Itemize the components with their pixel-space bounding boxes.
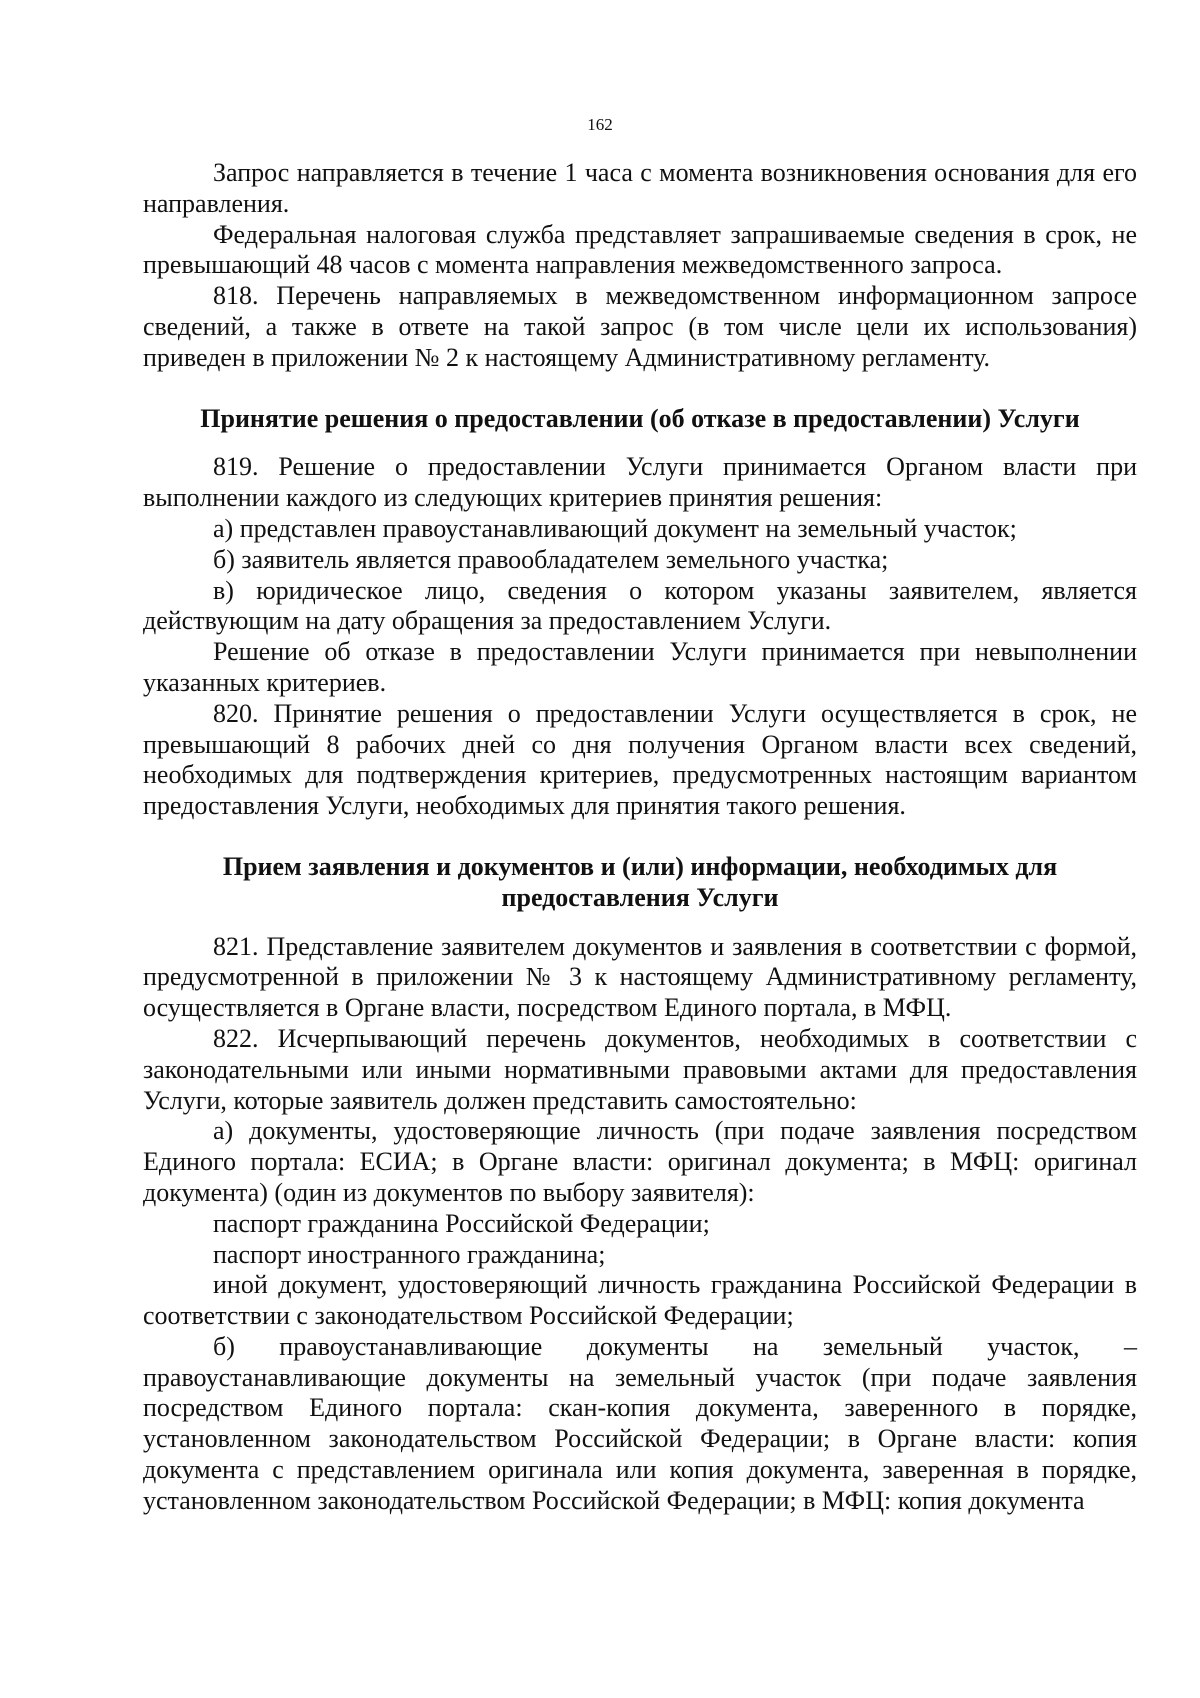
paragraph: Решение об отказе в предоставлении Услуги принимается при невыполнении указанных критериев.	[143, 637, 1137, 697]
list-item: а) документы, удостоверяющие личность (при подаче заявления посредством Единого портала: ЕСИА; в Органе власти: оригинал документа; в МФЦ: оригинал документа) (один из документов по выбору заявителя):	[143, 1116, 1137, 1207]
list-item: паспорт гражданина Российской Федерации;	[213, 1208, 710, 1238]
paragraph: 822. Исчерпывающий перечень документов, необходимых в соответствии с законодательными или иными нормативными правовыми актами для предоставления Услуги, которые заявитель должен представить самостоятельно:	[143, 1023, 1137, 1115]
section-heading: Прием заявления и документов и (или) информации, необходимых для предоставления Услуги	[222, 851, 1058, 912]
page-number: 162	[587, 115, 613, 134]
paragraph: 820. Принятие решения о предоставлении Услуги осуществляется в срок, не превышающий 8 рабочих дней со дня получения Органом власти всех сведений, необходимых для подтверждения критериев, предусмотренных настоящим вариантом предоставления Услуги, необходимых для принятия такого решения.	[143, 698, 1137, 821]
list-item: в) юридическое лицо, сведения о котором указаны заявителем, является действующим на дату обращения за предоставлением Услуги.	[143, 575, 1137, 636]
section-heading: Принятие решения о предоставлении (об отказе в предоставлении) Услуги	[200, 403, 1080, 433]
list-item: а) представлен правоустанавливающий документ на земельный участок;	[213, 513, 1017, 543]
paragraph: 821. Представление заявителем документов и заявления в соответствии с формой, предусмотренной в приложении № 3 к настоящему Административному регламенту, осуществляется в Органе власти, посредством Единого портала, в МФЦ.	[143, 931, 1137, 1023]
paragraph: Федеральная налоговая служба представляет запрашиваемые сведения в срок, не превышающий 48 часов с момента направления межведомственного запроса.	[143, 219, 1137, 280]
list-item: иной документ, удостоверяющий личность гражданина Российской Федерации в соответствии с законодательством Российской Федерации;	[143, 1270, 1137, 1331]
list-item: б) заявитель является правообладателем земельного участка;	[213, 544, 889, 574]
page-content	[143, 158, 1137, 1517]
paragraph: 818. Перечень направляемых в межведомственном информационном запросе сведений, а также в ответе на такой запрос (в том числе цели их использования) приведен в приложении № 2 к настоящему Административному регламенту.	[143, 281, 1137, 372]
list-item: б) правоустанавливающие документы на земельный участок, – правоустанавливающие документы на земельный участок (при подаче заявления посредством Единого портала: скан-копия документа, заверенного в порядке, установленном законодательством Российской Федерации; в Органе власти: копия документа с представлением оригинала или копия документа, заверенная в порядке, установленном законодательством Российской Федерации; в МФЦ: копия документа	[143, 1331, 1137, 1515]
paragraph: 819. Решение о предоставлении Услуги принимается Органом власти при выполнении каждого из следующих критериев принятия решения:	[143, 452, 1137, 513]
list-item: паспорт иностранного гражданина;	[213, 1239, 606, 1269]
paragraph: Запрос направляется в течение 1 часа с момента возникновения основания для его направления.	[143, 158, 1137, 218]
